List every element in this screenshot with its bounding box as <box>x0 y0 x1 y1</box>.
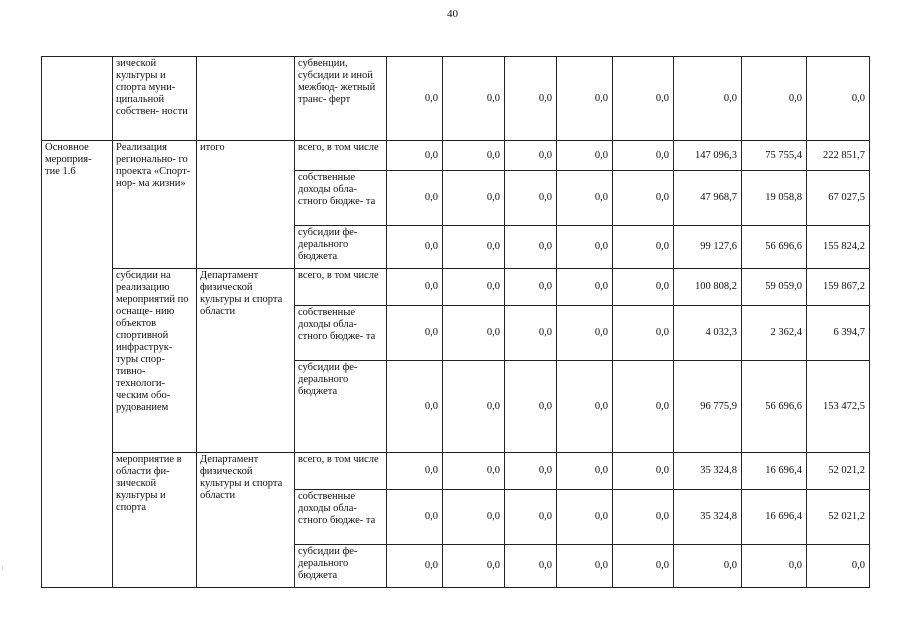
budget-table <box>41 56 870 588</box>
value-cell: 0,0 <box>505 545 557 588</box>
value-cell: 16 696,4 <box>742 453 807 490</box>
value-cell: 0,0 <box>387 361 443 453</box>
value-cell: 0,0 <box>387 490 443 545</box>
value-cell: 0,0 <box>613 453 674 490</box>
value-cell: 0,0 <box>613 545 674 588</box>
value-cell: 0,0 <box>557 490 613 545</box>
value-cell: 0,0 <box>505 226 557 269</box>
value-cell: 0,0 <box>613 141 674 171</box>
activity-cell: субсидии на реализацию мероприятий по оснаще- нию объектов спортивной инфраструк- туры спор- тивно- технологи- ческим обо- рудованием <box>113 269 197 453</box>
value-cell: 0,0 <box>387 171 443 226</box>
value-cell: 56 696,6 <box>742 361 807 453</box>
value-cell: 6 394,7 <box>807 306 870 361</box>
value-cell: 75 755,4 <box>742 141 807 171</box>
executor-cell: Департамент физической культуры и спорта области <box>197 453 295 588</box>
value-cell: 0,0 <box>505 453 557 490</box>
value-cell: 0,0 <box>387 306 443 361</box>
source-cell: всего, в том числе <box>295 141 387 171</box>
source-cell: всего, в том числе <box>295 453 387 490</box>
source-cell: субвенции, субсидии и иной межбюд- жетный транс- ферт <box>295 57 387 141</box>
value-cell: 0,0 <box>807 545 870 588</box>
value-cell: 0,0 <box>387 141 443 171</box>
source-cell: субсидии фе- дерального бюджета <box>295 545 387 588</box>
table-row <box>42 141 870 171</box>
value-cell: 0,0 <box>613 306 674 361</box>
value-cell: 159 867,2 <box>807 269 870 306</box>
value-cell: 0,0 <box>443 490 505 545</box>
value-cell: 147 096,3 <box>674 141 742 171</box>
value-cell: 4 032,3 <box>674 306 742 361</box>
scan-mark: .. <box>0 566 9 570</box>
value-cell: 0,0 <box>387 226 443 269</box>
value-cell: 0,0 <box>443 306 505 361</box>
value-cell: 0,0 <box>505 171 557 226</box>
activity-cell: зической культуры и спорта муни- ципальной собствен- ности <box>113 57 197 141</box>
value-cell: 0,0 <box>807 57 870 141</box>
value-cell: 0,0 <box>613 171 674 226</box>
executor-cell: итого <box>197 141 295 269</box>
value-cell: 2 362,4 <box>742 306 807 361</box>
executor-cell: Департамент физической культуры и спорта области <box>197 269 295 453</box>
value-cell: 0,0 <box>443 453 505 490</box>
source-cell: собственные доходы обла- стного бюдже- та <box>295 490 387 545</box>
source-cell: субсидии фе- дерального бюджета <box>295 361 387 453</box>
measure-cell <box>42 57 113 141</box>
value-cell: 0,0 <box>443 171 505 226</box>
value-cell: 0,0 <box>387 269 443 306</box>
value-cell: 153 472,5 <box>807 361 870 453</box>
value-cell: 0,0 <box>505 57 557 141</box>
value-cell: 0,0 <box>557 545 613 588</box>
value-cell: 35 324,8 <box>674 490 742 545</box>
value-cell: 0,0 <box>557 306 613 361</box>
value-cell: 0,0 <box>557 361 613 453</box>
value-cell: 0,0 <box>387 545 443 588</box>
value-cell: 0,0 <box>387 453 443 490</box>
value-cell: 47 968,7 <box>674 171 742 226</box>
value-cell: 0,0 <box>674 57 742 141</box>
value-cell: 0,0 <box>443 361 505 453</box>
value-cell: 56 696,6 <box>742 226 807 269</box>
value-cell: 0,0 <box>557 171 613 226</box>
source-cell: всего, в том числе <box>295 269 387 306</box>
value-cell: 100 808,2 <box>674 269 742 306</box>
value-cell: 222 851,7 <box>807 141 870 171</box>
value-cell: 0,0 <box>505 269 557 306</box>
value-cell: 0,0 <box>505 361 557 453</box>
value-cell: 52 021,2 <box>807 490 870 545</box>
value-cell: 0,0 <box>505 306 557 361</box>
table-row <box>42 269 870 306</box>
value-cell: 59 059,0 <box>742 269 807 306</box>
value-cell: 0,0 <box>613 361 674 453</box>
value-cell: 0,0 <box>613 57 674 141</box>
value-cell: 0,0 <box>557 141 613 171</box>
measure-cell: Основное мероприя- тие 1.6 <box>42 141 113 588</box>
value-cell: 0,0 <box>613 269 674 306</box>
value-cell: 0,0 <box>742 57 807 141</box>
value-cell: 0,0 <box>443 57 505 141</box>
value-cell: 0,0 <box>443 269 505 306</box>
source-cell: субсидии фе- дерального бюджета <box>295 226 387 269</box>
source-cell: собственные доходы обла- стного бюдже- та <box>295 171 387 226</box>
value-cell: 0,0 <box>557 269 613 306</box>
value-cell: 0,0 <box>742 545 807 588</box>
value-cell: 19 058,8 <box>742 171 807 226</box>
value-cell: 155 824,2 <box>807 226 870 269</box>
value-cell: 0,0 <box>557 453 613 490</box>
value-cell: 0,0 <box>674 545 742 588</box>
value-cell: 0,0 <box>505 141 557 171</box>
activity-cell: Реализация регионально- го проекта «Спорт- нор- ма жизни» <box>113 141 197 269</box>
value-cell: 0,0 <box>443 141 505 171</box>
value-cell: 0,0 <box>557 226 613 269</box>
value-cell: 67 027,5 <box>807 171 870 226</box>
activity-cell: мероприятие в области фи- зической культуры и спорта <box>113 453 197 588</box>
value-cell: 35 324,8 <box>674 453 742 490</box>
value-cell: 16 696,4 <box>742 490 807 545</box>
value-cell: 99 127,6 <box>674 226 742 269</box>
table-row <box>42 57 870 141</box>
table-row <box>42 453 870 490</box>
executor-cell <box>197 57 295 141</box>
value-cell: 96 775,9 <box>674 361 742 453</box>
value-cell: 0,0 <box>443 226 505 269</box>
value-cell: 0,0 <box>613 226 674 269</box>
source-cell: собственные доходы обла- стного бюдже- та <box>295 306 387 361</box>
value-cell: 0,0 <box>443 545 505 588</box>
page-number: 40 <box>447 8 458 20</box>
value-cell: 0,0 <box>557 57 613 141</box>
value-cell: 0,0 <box>387 57 443 141</box>
value-cell: 0,0 <box>505 490 557 545</box>
value-cell: 52 021,2 <box>807 453 870 490</box>
value-cell: 0,0 <box>613 490 674 545</box>
